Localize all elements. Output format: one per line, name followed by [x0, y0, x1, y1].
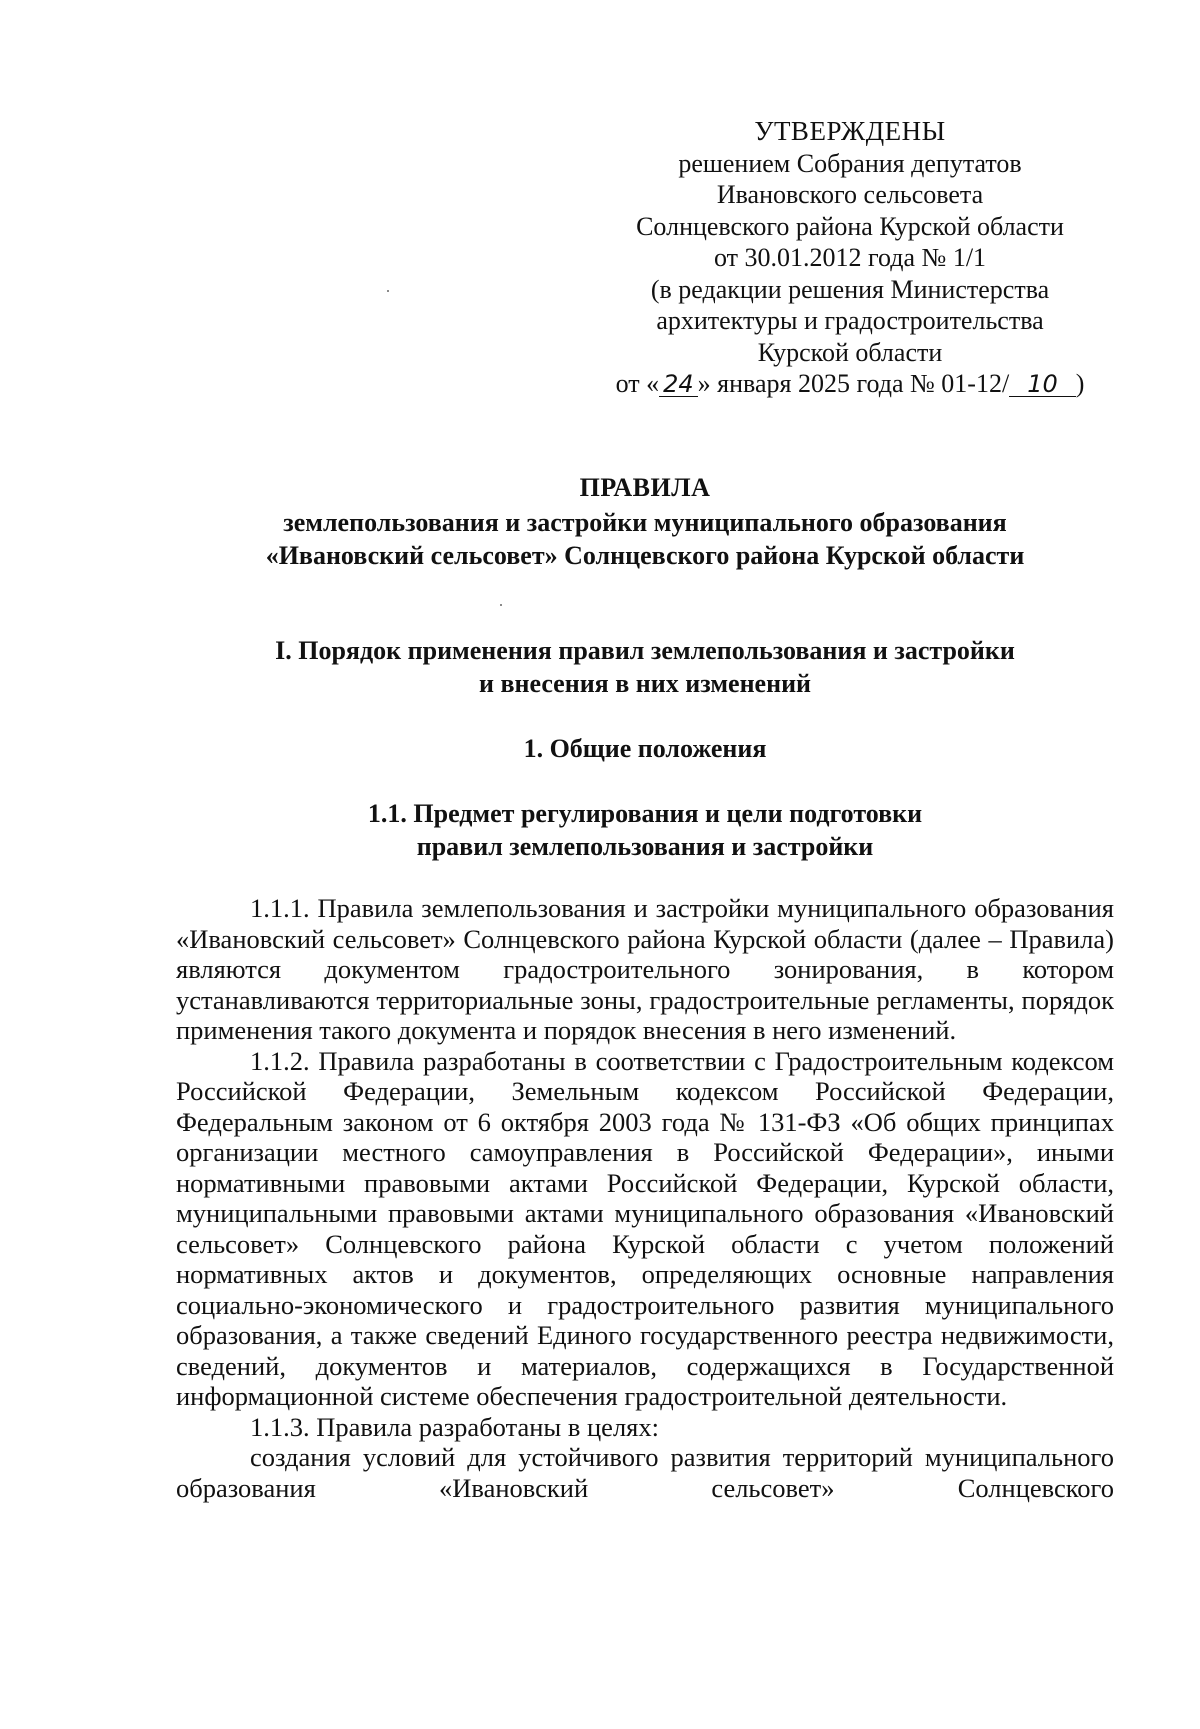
- scan-speck: [387, 290, 389, 292]
- document-subtitle-line: «Ивановский сельсовет» Солнцевского района Курской области: [265, 541, 1025, 570]
- document-title: ПРАВИЛА: [579, 473, 711, 502]
- body-text: [176, 893, 1114, 1503]
- approval-line: (в редакции решения Министерства: [650, 274, 1050, 304]
- paragraph-goal-item: создания условий для устойчивого развития территорий муниципального образования «Ивановский сельсовет» Солнцевского: [176, 1442, 1114, 1503]
- approval-title: УТВЕРЖДЕНЫ: [754, 116, 946, 146]
- approval-line: Курской области: [757, 337, 943, 367]
- scan-speck: [500, 604, 502, 606]
- approval-line: решением Собрания депутатов: [678, 148, 1022, 178]
- section-heading-line: и внесения в них изменений: [478, 669, 812, 698]
- approval-line: Солнцевского района Курской области: [636, 211, 1064, 241]
- section-heading-line: I. Порядок применения правил землепользования и застройки: [275, 636, 1015, 665]
- document-subtitle-line: землепользования и застройки муниципального образования: [283, 508, 1007, 537]
- subsection-heading-line: правил землепользования и застройки: [416, 832, 874, 861]
- approval-line: Ивановского сельсовета: [716, 180, 984, 209]
- approval-line: от 30.01.2012 года № 1/1: [713, 243, 987, 272]
- paragraph-1-1-2: 1.1.2. Правила разработаны в соответствии с Градостроительным кодексом Российской Федерации, Земельным кодексом Российской Федерации, Федеральным законом от 6 октября 2003 года № 131-ФЗ «Об общих принципах организации местного самоуправления в Российской Федерации», иными нормативными правовыми актами Российской Федерации, Курской области, муниципальными правовыми актами муниципального образования «Ивановский сельсовет» Солнцевского района Курской области с учетом положений нормативных актов и документов, определяющих основные направления социально-экономического и градостроительного развития муниципального образования, а также сведений Единого государственного реестра недвижимости, сведений, документов и материалов, содержащихся в Государственной информационной системе обеспечения градостроительной деятельности.: [176, 1045, 1114, 1411]
- subsection-heading-line: 1.1. Предмет регулирования и цели подготовки: [367, 799, 923, 828]
- approval-date-suffix: ): [1075, 369, 1085, 398]
- approval-date-line: [580, 368, 1120, 400]
- paragraph-1-1-3: 1.1.3. Правила разработаны в целях:: [250, 1411, 659, 1442]
- handwritten-number: 10: [1009, 372, 1076, 397]
- paragraph-1-1-1: 1.1.1. Правила землепользования и застройки муниципального образования «Ивановский сельсовет» Солнцевского района Курской области (далее – Правила) являются документом градостроительного зонирования, в котором устанавливаются территориальные зоны, градостроительные регламенты, порядок применения такого документа и порядок внесения в него изменений.: [176, 893, 1114, 1045]
- handwritten-day: 24: [659, 372, 698, 397]
- approval-date-middle: » января 2025 года № 01-12/: [697, 369, 1010, 398]
- chapter-heading: 1. Общие положения: [523, 734, 767, 763]
- approval-date-prefix: от «: [615, 369, 660, 398]
- approval-line: архитектуры и градостроительства: [656, 306, 1044, 335]
- approval-block: [580, 116, 1120, 400]
